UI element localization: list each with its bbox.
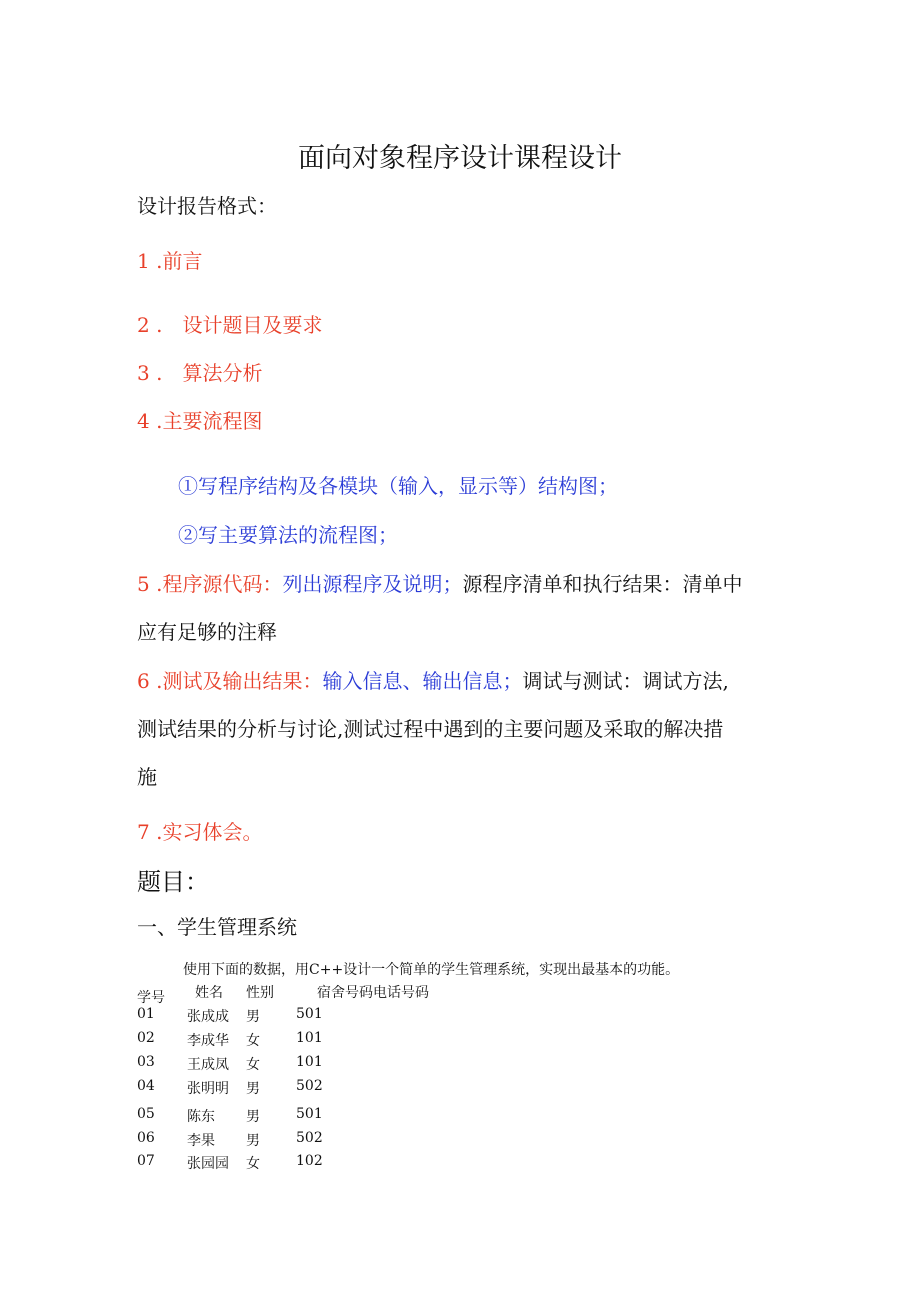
- cell-dorm: 501: [296, 1006, 323, 1022]
- cell-gender: 男: [246, 1109, 260, 1125]
- item-5-num: 5: [137, 572, 150, 596]
- item-4-num: 4: [137, 409, 150, 433]
- table-header-gender: 性别: [246, 985, 274, 1001]
- item-5: [137, 568, 742, 597]
- item-2-num: 2: [137, 313, 150, 337]
- topic-heading: 题目：: [137, 868, 209, 896]
- cell-name: 李果: [187, 1133, 215, 1149]
- cell-name: 张成成: [187, 1009, 229, 1025]
- cell-id: 02: [137, 1030, 155, 1046]
- item-3-num: 3: [137, 361, 150, 385]
- cell-gender: 男: [246, 1081, 260, 1097]
- cell-name: 张园园: [187, 1156, 229, 1172]
- format-heading: 设计报告格式：: [137, 194, 277, 218]
- cell-id: 03: [137, 1054, 155, 1070]
- cell-name: 张明明: [187, 1081, 229, 1097]
- item-3-label: . 算法分析: [156, 361, 263, 385]
- item-4-label: .主要流程图: [156, 409, 263, 433]
- cell-dorm: 502: [296, 1130, 323, 1146]
- cell-name: 李成华: [187, 1033, 229, 1049]
- item-6-blue: 输入信息、输出信息；: [322, 669, 523, 693]
- item-1: [137, 245, 202, 274]
- topic-1-title: 一、学生管理系统: [137, 915, 297, 939]
- item-1-label: .前言: [156, 249, 203, 273]
- item-6-black: 调试与测试：调试方法,: [522, 669, 729, 693]
- intro-text: 使用下面的数据，用C++设计一个简单的学生管理系统，实现出最基本的功能。: [183, 962, 680, 978]
- sub-item-1: ①写程序结构及各模块（输入，显示等）结构图；: [178, 474, 618, 498]
- item-4: [137, 405, 262, 434]
- cell-dorm: 502: [296, 1078, 323, 1094]
- item-5-cont: 应有足够的注释: [137, 620, 277, 644]
- cell-dorm: 101: [296, 1054, 323, 1070]
- table-header-id: 学号: [137, 990, 165, 1006]
- item-7: [137, 816, 262, 845]
- cell-id: 01: [137, 1006, 155, 1022]
- item-7-label: .实习体会。: [156, 820, 263, 844]
- item-5-black: 源程序清单和执行结果：清单中: [462, 572, 743, 596]
- cell-dorm: 102: [296, 1153, 323, 1169]
- cell-name: 陈东: [187, 1109, 215, 1125]
- cell-dorm: 501: [296, 1106, 323, 1122]
- cell-id: 05: [137, 1106, 155, 1122]
- item-6-num: 6: [137, 669, 150, 693]
- cell-id: 06: [137, 1130, 155, 1146]
- cell-gender: 男: [246, 1009, 260, 1025]
- table-header-dorm: [317, 982, 429, 1002]
- item-2-label: . 设计题目及要求: [156, 313, 323, 337]
- table-header-phone: 电话号码: [373, 985, 429, 1001]
- cell-gender: 女: [246, 1057, 260, 1073]
- table-header-name: 姓名: [195, 985, 223, 1001]
- cell-gender: 女: [246, 1156, 260, 1172]
- cell-id: 04: [137, 1078, 155, 1094]
- item-5-red: .程序源代码：: [156, 572, 283, 596]
- item-6-red: .测试及输出结果：: [156, 669, 323, 693]
- item-6-cont2: 施: [137, 765, 157, 789]
- item-3: [137, 357, 262, 386]
- item-6: [137, 665, 729, 694]
- item-6-cont1: 测试结果的分析与讨论,测试过程中遇到的主要问题及采取的解决措: [137, 717, 724, 741]
- table-header-dorm-label: 宿舍号码: [317, 985, 373, 1001]
- item-5-blue: 列出源程序及说明；: [282, 572, 463, 596]
- item-7-num: 7: [137, 820, 150, 844]
- cell-id: 07: [137, 1153, 155, 1169]
- cell-name: 王成凤: [187, 1057, 229, 1073]
- item-1-num: 1: [137, 249, 150, 273]
- cell-dorm: 101: [296, 1030, 323, 1046]
- sub-item-2: ②写主要算法的流程图；: [178, 523, 398, 547]
- page-title: 面向对象程序设计课程设计: [298, 143, 622, 174]
- item-2: [137, 309, 322, 338]
- cell-gender: 男: [246, 1133, 260, 1149]
- cell-gender: 女: [246, 1033, 260, 1049]
